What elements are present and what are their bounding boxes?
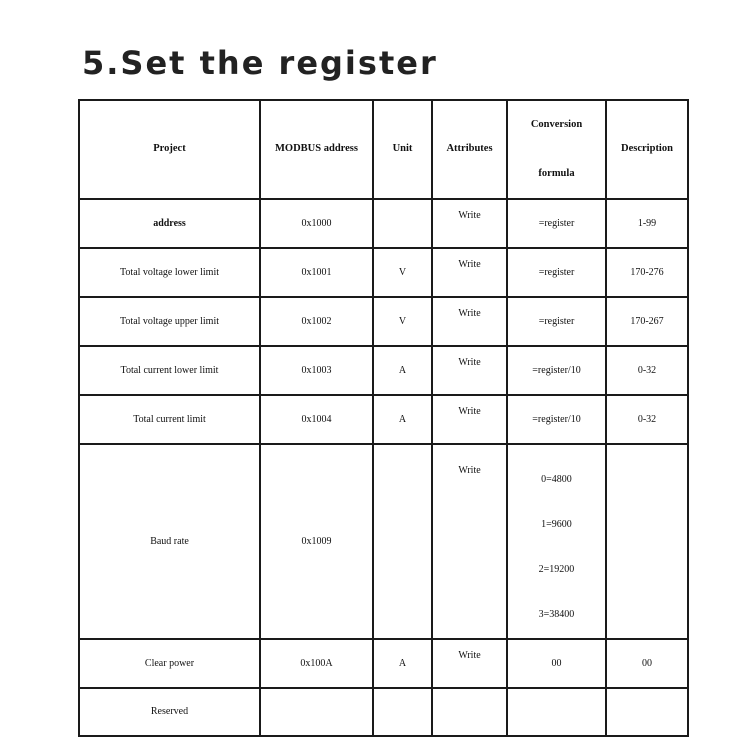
table-row xyxy=(79,688,688,736)
cell-description: 1-99 xyxy=(606,199,688,248)
cell-attributes: Write xyxy=(432,248,507,297)
cell-description xyxy=(606,444,688,639)
header-project: Project xyxy=(79,100,260,199)
cell-address: 0x1001 xyxy=(260,248,373,297)
header-conversion-bottom: formula xyxy=(538,167,575,179)
cell-attributes: Write xyxy=(432,395,507,444)
cell-attributes: Write xyxy=(432,444,507,639)
cell-project: Total current lower limit xyxy=(79,346,260,395)
cell-project: address xyxy=(79,199,260,248)
cell-attributes: Write xyxy=(432,639,507,688)
table-row xyxy=(79,199,688,248)
cell-unit: A xyxy=(373,639,432,688)
cell-description: 0-32 xyxy=(606,346,688,395)
cell-project: Clear power xyxy=(79,639,260,688)
cell-description: 0-32 xyxy=(606,395,688,444)
header-conversion-formula xyxy=(507,100,606,199)
cell-formula: 00 xyxy=(507,639,606,688)
baud-option: 0=4800 xyxy=(541,473,572,485)
cell-attributes: Write xyxy=(432,346,507,395)
header-description: Description xyxy=(606,100,688,199)
cell-project: Baud rate xyxy=(79,444,260,639)
table-row xyxy=(79,346,688,395)
table-row xyxy=(79,444,688,639)
cell-formula: =register/10 xyxy=(507,346,606,395)
header-unit: Unit xyxy=(373,100,432,199)
cell-project: Total voltage lower limit xyxy=(79,248,260,297)
cell-unit xyxy=(373,444,432,639)
cell-project: Total voltage upper limit xyxy=(79,297,260,346)
cell-project: Total current limit xyxy=(79,395,260,444)
cell-project: Reserved xyxy=(79,688,260,736)
cell-formula: =register xyxy=(507,297,606,346)
cell-formula xyxy=(507,688,606,736)
cell-unit: A xyxy=(373,346,432,395)
table-row xyxy=(79,639,688,688)
baud-option: 1=9600 xyxy=(541,518,572,530)
table-header-row xyxy=(79,100,688,199)
cell-unit: A xyxy=(373,395,432,444)
cell-address xyxy=(260,688,373,736)
cell-formula-options xyxy=(507,444,606,639)
cell-address: 0x1002 xyxy=(260,297,373,346)
cell-attributes: Write xyxy=(432,199,507,248)
cell-unit: V xyxy=(373,297,432,346)
table-row xyxy=(79,248,688,297)
cell-attributes: Write xyxy=(432,297,507,346)
cell-address: 0x100A xyxy=(260,639,373,688)
page-title: 5.Set the register xyxy=(82,44,438,82)
cell-address: 0x1000 xyxy=(260,199,373,248)
cell-formula: =register xyxy=(507,248,606,297)
cell-address: 0x1004 xyxy=(260,395,373,444)
cell-description: 170-267 xyxy=(606,297,688,346)
cell-description: 170-276 xyxy=(606,248,688,297)
cell-unit: V xyxy=(373,248,432,297)
table-row xyxy=(79,395,688,444)
cell-address: 0x1009 xyxy=(260,444,373,639)
cell-description xyxy=(606,688,688,736)
baud-option: 3=38400 xyxy=(538,609,575,621)
cell-attributes xyxy=(432,688,507,736)
header-conversion-top: Conversion xyxy=(530,118,583,130)
cell-unit xyxy=(373,688,432,736)
cell-address: 0x1003 xyxy=(260,346,373,395)
table-row xyxy=(79,297,688,346)
cell-unit xyxy=(373,199,432,248)
register-table xyxy=(78,99,689,737)
cell-formula: =register xyxy=(507,199,606,248)
cell-description: 00 xyxy=(606,639,688,688)
header-attributes: Attributes xyxy=(432,100,507,199)
header-modbus-address: MODBUS address xyxy=(260,100,373,199)
baud-option: 2=19200 xyxy=(538,564,575,576)
cell-formula: =register/10 xyxy=(507,395,606,444)
